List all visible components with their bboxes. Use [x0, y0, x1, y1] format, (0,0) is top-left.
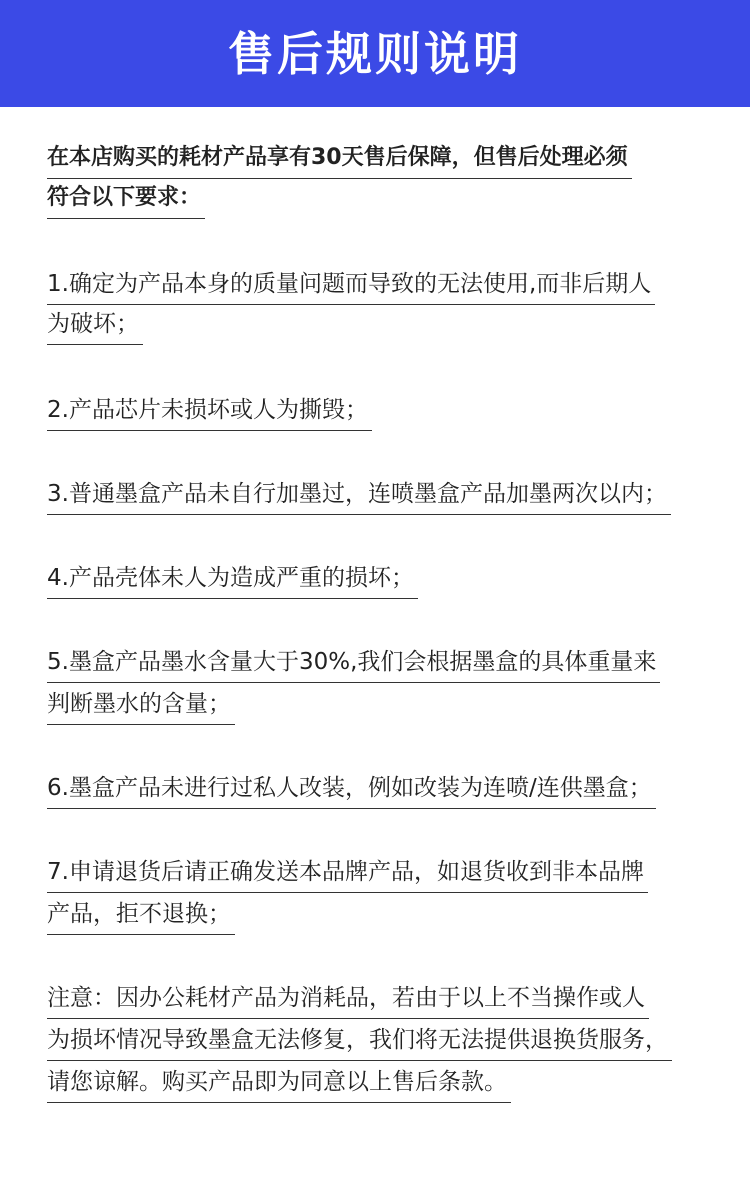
rule-4-line-1: 4.产品壳体未人为造成严重的损坏； — [47, 558, 418, 599]
rule-6-line-1: 6.墨盒产品未进行过私人改装，例如改装为连喷/连供墨盒； — [47, 768, 656, 809]
rule-5-line-1: 5.墨盒产品墨水含量大于30%,我们会根据墨盒的具体重量来 — [47, 642, 660, 683]
intro-line-1: 在本店购买的耗材产品享有30天售后保障，但售后处理必须 — [47, 138, 632, 179]
rule-5-line-2: 判断墨水的含量； — [47, 684, 235, 725]
rule-7-line-2: 产品，拒不退换； — [47, 894, 235, 935]
note-line-3: 请您谅解。购买产品即为同意以上售后条款。 — [47, 1062, 511, 1103]
page-title: 售后规则说明 — [228, 26, 522, 81]
rule-1-line-1: 1.确定为产品本身的质量问题而导致的无法使用,而非后期人 — [47, 264, 655, 305]
rule-7-line-1: 7.申请退货后请正确发送本品牌产品，如退货收到非本品牌 — [47, 852, 648, 893]
intro-line-2: 符合以下要求： — [47, 178, 205, 219]
rule-2-line-1: 2.产品芯片未损坏或人为撕毁； — [47, 390, 372, 431]
rule-1-line-2: 为破坏； — [47, 304, 143, 345]
note-line-2: 为损坏情况导致墨盒无法修复，我们将无法提供退换货服务， — [47, 1020, 672, 1061]
note-line-1: 注意：因办公耗材产品为消耗品，若由于以上不当操作或人 — [47, 978, 649, 1019]
header-banner — [0, 0, 750, 107]
rule-3-line-1: 3.普通墨盒产品未自行加墨过，连喷墨盒产品加墨两次以内； — [47, 474, 671, 515]
